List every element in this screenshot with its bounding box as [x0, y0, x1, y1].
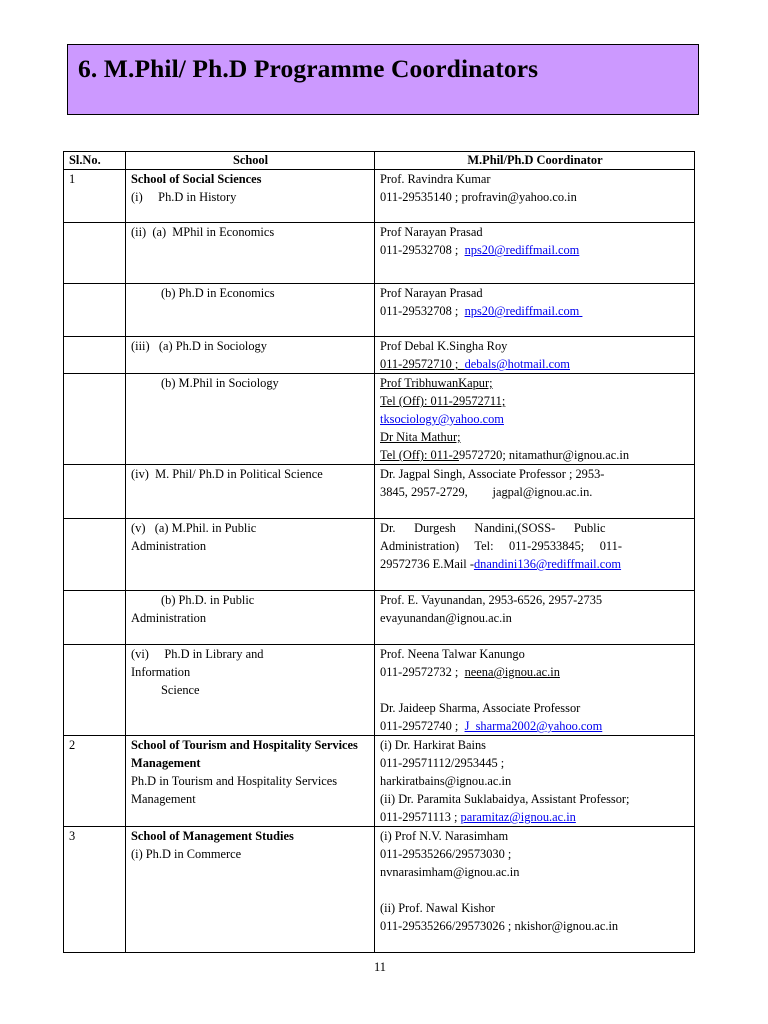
program-label: (iv) M. Phil/ Ph.D in Political Science	[131, 467, 323, 481]
coordinators-table	[63, 151, 695, 953]
school-cell	[126, 591, 375, 645]
coordinator-phone: 011-29532708 ;	[380, 304, 465, 318]
table-row	[64, 170, 695, 223]
program-label: (v) (a) M.Phil. in Public	[131, 521, 257, 535]
coordinator-cell	[375, 827, 695, 953]
coordinator-phone: 011-29572710 ;	[380, 357, 465, 371]
table-row	[64, 736, 695, 827]
program-label: (b) Ph.D. in Public	[161, 593, 255, 607]
coordinator-cell	[375, 519, 695, 591]
coordinator-phone: 011-29572740 ;	[380, 719, 465, 733]
school-cell	[126, 284, 375, 337]
coordinator-name: Prof Debal K.Singha Roy	[380, 339, 508, 353]
program-label-cont: Information	[131, 665, 191, 679]
coordinator-name: Prof Narayan Prasad	[380, 225, 483, 239]
coordinator-contact: evayunandan@ignou.ac.in	[380, 611, 512, 625]
table-row	[64, 284, 695, 337]
coordinator-cell	[375, 465, 695, 519]
email-link[interactable]: J_sharma2002@yahoo.com	[464, 719, 603, 733]
program-label: Ph.D in Tourism and Hospitality Services Management	[131, 774, 338, 806]
sl-no-cell	[64, 645, 126, 736]
coordinator-name: Dr. Durgesh Nandini,(SOSS- Public	[380, 521, 606, 535]
program-label: (b) M.Phil in Sociology	[161, 376, 279, 390]
coordinator-contact: 3845, 2957-2729, jagpal@ignou.ac.in.	[380, 485, 593, 499]
coordinator-name: Prof TribhuwanKapur;	[380, 376, 493, 390]
coordinator-name: Dr. Jagpal Singh, Associate Professor ; 2953-	[380, 467, 605, 481]
coordinator-cell	[375, 284, 695, 337]
coordinator-contact: 29572736 E.Mail -	[380, 557, 474, 571]
table-row	[64, 827, 695, 953]
program-label: (iii) (a) Ph.D in Sociology	[131, 339, 267, 353]
program-label: (i) Ph.D in Commerce	[131, 847, 242, 861]
program-label: (vi) Ph.D in Library and	[131, 647, 264, 661]
coordinator-contact: 011-29535140 ; profravin@yahoo.co.in	[380, 190, 577, 204]
coordinator-name: Prof. Neena Talwar Kanungo	[380, 647, 525, 661]
coordinator-name: Dr Nita Mathur;	[380, 430, 461, 444]
table-row	[64, 465, 695, 519]
program-label: (i) Ph.D in History	[131, 190, 237, 204]
email-link[interactable]: dnandini136@rediffmail.com	[473, 557, 622, 571]
sl-no-cell: 1	[64, 170, 126, 223]
table-row	[64, 519, 695, 591]
table-row	[64, 374, 695, 465]
coordinator-cell	[375, 591, 695, 645]
coordinator-name: (ii) Prof. Nawal Kishor	[380, 901, 495, 915]
coordinator-phone: Administration) Tel: 011-29533845; 011-	[380, 539, 622, 553]
coordinator-cell	[375, 736, 695, 827]
program-label: (b) Ph.D in Economics	[161, 286, 275, 300]
coordinator-name: (ii) Dr. Paramita Suklabaidya, Assistant Professor;	[380, 792, 630, 806]
sl-no-cell	[64, 223, 126, 284]
table-row	[64, 591, 695, 645]
email-link[interactable]: tksociology@yahoo.com	[380, 412, 504, 426]
school-cell	[126, 827, 375, 953]
sl-no-cell: 3	[64, 827, 126, 953]
section-title: 6. M.Phil/ Ph.D Programme Coordinators	[78, 54, 539, 83]
coordinator-contact: nvnarasimham@ignou.ac.in	[380, 865, 520, 879]
school-cell	[126, 223, 375, 284]
email-link[interactable]: nps20@rediffmail.com	[464, 243, 580, 257]
school-cell	[126, 519, 375, 591]
header-coordinator: M.Phil/Ph.D Coordinator	[375, 152, 695, 170]
coordinator-name: Prof. Ravindra Kumar	[380, 172, 491, 186]
coordinator-phone: Tel (Off): 011-29572711;	[380, 394, 506, 408]
coordinator-name: Prof Narayan Prasad	[380, 286, 483, 300]
table-row	[64, 337, 695, 374]
school-cell	[126, 337, 375, 374]
school-title: School of Tourism and Hospitality Services Management	[131, 738, 358, 770]
sl-no-cell	[64, 374, 126, 465]
program-label-cont: Administration	[131, 611, 207, 625]
table-header-row	[64, 152, 695, 170]
coordinator-contact: harkiratbains@ignou.ac.in	[380, 774, 512, 788]
sl-no-cell: 2	[64, 736, 126, 827]
coordinator-cell	[375, 223, 695, 284]
page-number: 11	[374, 960, 386, 974]
coordinator-phone: 011-29572732 ;	[380, 665, 465, 679]
sl-no-cell	[64, 519, 126, 591]
coordinator-cell	[375, 170, 695, 223]
email-link[interactable]: debals@hotmail.com	[464, 357, 570, 371]
header-school: School	[126, 152, 375, 170]
coordinator-name: (i) Dr. Harkirat Bains	[380, 738, 486, 752]
sl-no-cell	[64, 465, 126, 519]
header-sl-no: Sl.No.	[64, 152, 126, 170]
email-link[interactable]: paramitaz@ignou.ac.in	[460, 810, 576, 824]
coordinator-phone: 011-29535266/29573030 ;	[380, 847, 512, 861]
coordinator-cell	[375, 645, 695, 736]
school-cell	[126, 374, 375, 465]
section-title-box	[67, 44, 699, 115]
coordinator-contact: Tel (Off): 011-29572720; nitamathur@ignou.ac.in	[380, 448, 630, 462]
school-cell	[126, 170, 375, 223]
email-link[interactable]: nps20@rediffmail.com	[464, 304, 583, 318]
table-row	[64, 223, 695, 284]
coordinator-name: (i) Prof N.V. Narasimham	[380, 829, 509, 843]
coordinator-contact: 011-29535266/29573026 ; nkishor@ignou.ac.in	[380, 919, 619, 933]
school-title: School of Social Sciences	[131, 172, 262, 186]
coordinator-cell	[375, 374, 695, 465]
school-cell	[126, 736, 375, 827]
coordinator-name: Prof. E. Vayunandan, 2953-6526, 2957-2735	[380, 593, 603, 607]
sl-no-cell	[64, 591, 126, 645]
school-title: School of Management Studies	[131, 829, 294, 843]
coordinator-phone: 011-29571112/2953445 ;	[380, 756, 505, 770]
email-text[interactable]: neena@ignou.ac.in	[464, 665, 560, 679]
coordinator-name: Dr. Jaideep Sharma, Associate Professor	[380, 701, 581, 715]
sl-no-cell	[64, 284, 126, 337]
sl-no-cell	[64, 337, 126, 374]
coordinator-cell	[375, 337, 695, 374]
program-label-cont: Administration	[131, 539, 207, 553]
school-cell	[126, 645, 375, 736]
program-label: (ii) (a) MPhil in Economics	[131, 225, 275, 239]
coordinator-phone: 011-29571113 ;	[380, 810, 461, 824]
coordinator-phone: 011-29532708 ;	[380, 243, 465, 257]
school-cell	[126, 465, 375, 519]
table-row	[64, 645, 695, 736]
program-label-cont: Science	[161, 683, 200, 697]
